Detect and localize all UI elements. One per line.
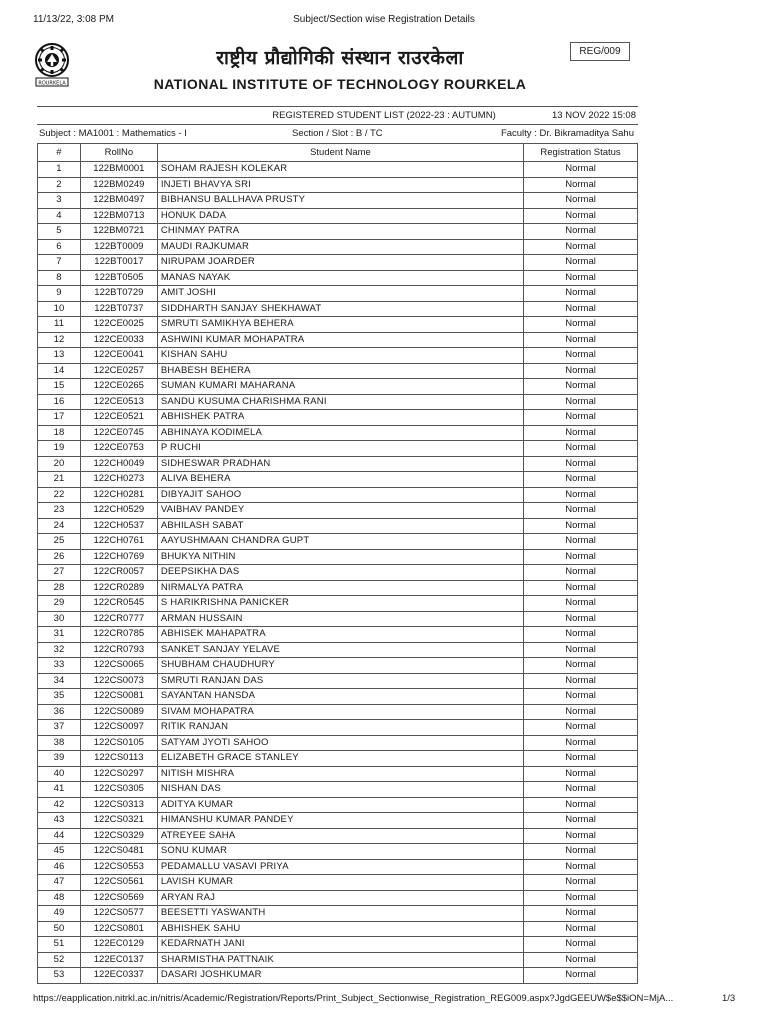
row-number: 12 xyxy=(38,332,81,348)
student-name: NISHAN DAS xyxy=(157,782,523,798)
registration-status: Normal xyxy=(524,193,638,209)
registration-status: Normal xyxy=(524,534,638,550)
table-row xyxy=(38,906,638,922)
registration-status: Normal xyxy=(524,859,638,875)
student-name: P RUCHI xyxy=(157,441,523,457)
student-name: SIVAM MOHAPATRA xyxy=(157,704,523,720)
row-number: 24 xyxy=(38,518,81,534)
registration-status: Normal xyxy=(524,239,638,255)
row-number: 4 xyxy=(38,208,81,224)
table-body xyxy=(38,162,638,984)
student-name: KISHAN SAHU xyxy=(157,348,523,364)
registration-status: Normal xyxy=(524,968,638,984)
table-row xyxy=(38,673,638,689)
roll-number: 122CE0753 xyxy=(80,441,157,457)
student-name: SANDU KUSUMA CHARISHMA RANI xyxy=(157,394,523,410)
roll-number: 122BM0249 xyxy=(80,177,157,193)
table-row xyxy=(38,580,638,596)
roll-number: 122CR0057 xyxy=(80,565,157,581)
row-number: 31 xyxy=(38,627,81,643)
registration-status: Normal xyxy=(524,224,638,240)
student-name: ARYAN RAJ xyxy=(157,890,523,906)
table-row xyxy=(38,286,638,302)
registration-status: Normal xyxy=(524,410,638,426)
row-number: 44 xyxy=(38,828,81,844)
table-row xyxy=(38,766,638,782)
roll-number: 122CS0313 xyxy=(80,797,157,813)
student-name: SAYANTAN HANSDA xyxy=(157,689,523,705)
roll-number: 122CS0553 xyxy=(80,859,157,875)
registration-status: Normal xyxy=(524,735,638,751)
student-name: HONUK DADA xyxy=(157,208,523,224)
registration-status: Normal xyxy=(524,611,638,627)
registration-status: Normal xyxy=(524,487,638,503)
roll-number: 122CS0097 xyxy=(80,720,157,736)
header-student-name: Student Name xyxy=(157,144,523,162)
institute-hindi-name: राष्ट्रीय प्रौद्योगिकी संस्थान राउरकेला xyxy=(216,47,464,69)
roll-number: 122CS0305 xyxy=(80,782,157,798)
table-row xyxy=(38,348,638,364)
table-row xyxy=(38,813,638,829)
roll-number: 122BT0505 xyxy=(80,270,157,286)
table-row xyxy=(38,270,638,286)
student-name: RITIK RANJAN xyxy=(157,720,523,736)
registration-status: Normal xyxy=(524,317,638,333)
student-name: AAYUSHMAAN CHANDRA GUPT xyxy=(157,534,523,550)
row-number: 38 xyxy=(38,735,81,751)
student-name: ABHINAYA KODIMELA xyxy=(157,425,523,441)
table-row xyxy=(38,596,638,612)
roll-number: 122CE0025 xyxy=(80,317,157,333)
table-row xyxy=(38,177,638,193)
registration-status: Normal xyxy=(524,394,638,410)
student-name: BHUKYA NITHIN xyxy=(157,549,523,565)
table-row xyxy=(38,952,638,968)
row-number: 41 xyxy=(38,782,81,798)
table-row xyxy=(38,689,638,705)
print-timestamp: 11/13/22, 3:08 PM xyxy=(33,14,114,25)
row-number: 29 xyxy=(38,596,81,612)
student-name: NIRUPAM JOARDER xyxy=(157,255,523,271)
institute-logo xyxy=(34,42,70,104)
table-header-row xyxy=(38,144,638,162)
student-name: SATYAM JYOTI SAHOO xyxy=(157,735,523,751)
row-number: 40 xyxy=(38,766,81,782)
row-number: 15 xyxy=(38,379,81,395)
student-name: DEEPSIKHA DAS xyxy=(157,565,523,581)
table-row xyxy=(38,518,638,534)
student-name: SIDHESWAR PRADHAN xyxy=(157,456,523,472)
page-url: https://eapplication.nitrkl.ac.in/nitris/Academic/Registration/Reports/Print_Subject_Sectionwise_Registration_REG009.aspx?JgdGEEUW$e$$iON=MjA... xyxy=(33,993,674,1004)
institute-english-name: NATIONAL INSTITUTE OF TECHNOLOGY ROURKELA xyxy=(153,76,527,92)
table-row xyxy=(38,828,638,844)
roll-number: 122CS0081 xyxy=(80,689,157,705)
generated-date: 13 NOV 2022 15:08 xyxy=(552,110,636,121)
row-number: 28 xyxy=(38,580,81,596)
header-registration-status: Registration Status xyxy=(524,144,638,162)
roll-number: 122CH0761 xyxy=(80,534,157,550)
student-name: MAUDI RAJKUMAR xyxy=(157,239,523,255)
row-number: 36 xyxy=(38,704,81,720)
registration-status: Normal xyxy=(524,720,638,736)
table-row xyxy=(38,255,638,271)
row-number: 25 xyxy=(38,534,81,550)
table-row xyxy=(38,875,638,891)
registration-status: Normal xyxy=(524,673,638,689)
row-number: 42 xyxy=(38,797,81,813)
table-row xyxy=(38,394,638,410)
student-name: SUMAN KUMARI MAHARANA xyxy=(157,379,523,395)
print-header xyxy=(0,14,768,30)
registration-status: Normal xyxy=(524,642,638,658)
roll-number: 122CS0089 xyxy=(80,704,157,720)
section-info: Section / Slot : B / TC xyxy=(292,128,383,139)
registration-status: Normal xyxy=(524,363,638,379)
student-name: SMRUTI RANJAN DAS xyxy=(157,673,523,689)
report-code-badge: REG/009 xyxy=(570,42,630,61)
table-row xyxy=(38,720,638,736)
registration-status: Normal xyxy=(524,813,638,829)
registration-status: Normal xyxy=(524,301,638,317)
student-name: BEESETTI YASWANTH xyxy=(157,906,523,922)
row-number: 11 xyxy=(38,317,81,333)
table-row xyxy=(38,472,638,488)
registration-status: Normal xyxy=(524,689,638,705)
table-row xyxy=(38,782,638,798)
table-row xyxy=(38,627,638,643)
row-number: 26 xyxy=(38,549,81,565)
roll-number: 122CR0289 xyxy=(80,580,157,596)
row-number: 8 xyxy=(38,270,81,286)
row-number: 47 xyxy=(38,875,81,891)
row-number: 10 xyxy=(38,301,81,317)
roll-number: 122CH0529 xyxy=(80,503,157,519)
student-name: KEDARNATH JANI xyxy=(157,937,523,953)
registration-status: Normal xyxy=(524,906,638,922)
row-number: 6 xyxy=(38,239,81,255)
row-number: 17 xyxy=(38,410,81,426)
roll-number: 122CS0801 xyxy=(80,921,157,937)
roll-number: 122BT0737 xyxy=(80,301,157,317)
student-name: SANKET SANJAY YELAVE xyxy=(157,642,523,658)
roll-number: 122CH0769 xyxy=(80,549,157,565)
roll-number: 122CR0545 xyxy=(80,596,157,612)
row-number: 50 xyxy=(38,921,81,937)
roll-number: 122CR0785 xyxy=(80,627,157,643)
table-row xyxy=(38,363,638,379)
roll-number: 122EC0137 xyxy=(80,952,157,968)
roll-number: 122CS0073 xyxy=(80,673,157,689)
registration-status: Normal xyxy=(524,580,638,596)
roll-number: 122BM0721 xyxy=(80,224,157,240)
roll-number: 122CS0329 xyxy=(80,828,157,844)
roll-number: 122EC0337 xyxy=(80,968,157,984)
student-name: DIBYAJIT SAHOO xyxy=(157,487,523,503)
svg-text:ROURKELA: ROURKELA xyxy=(38,80,66,87)
roll-number: 122BM0497 xyxy=(80,193,157,209)
registration-status: Normal xyxy=(524,286,638,302)
roll-number: 122CR0793 xyxy=(80,642,157,658)
table-row xyxy=(38,921,638,937)
table-row xyxy=(38,208,638,224)
student-name: CHINMAY PATRA xyxy=(157,224,523,240)
row-number: 46 xyxy=(38,859,81,875)
roll-number: 122CS0297 xyxy=(80,766,157,782)
table-row xyxy=(38,410,638,426)
row-number: 18 xyxy=(38,425,81,441)
roll-number: 122CH0281 xyxy=(80,487,157,503)
row-number: 35 xyxy=(38,689,81,705)
student-name: SHUBHAM CHAUDHURY xyxy=(157,658,523,674)
roll-number: 122CS0561 xyxy=(80,875,157,891)
table-row xyxy=(38,859,638,875)
row-number: 45 xyxy=(38,844,81,860)
table-row xyxy=(38,162,638,178)
row-number: 53 xyxy=(38,968,81,984)
table-row xyxy=(38,844,638,860)
roll-number: 122CS0569 xyxy=(80,890,157,906)
table-row xyxy=(38,751,638,767)
student-name: BHABESH BEHERA xyxy=(157,363,523,379)
table-row xyxy=(38,642,638,658)
roll-number: 122BM0713 xyxy=(80,208,157,224)
student-name: SMRUTI SAMIKHYA BEHERA xyxy=(157,317,523,333)
row-number: 21 xyxy=(38,472,81,488)
table-row xyxy=(38,704,638,720)
table-row xyxy=(38,224,638,240)
registration-status: Normal xyxy=(524,844,638,860)
registration-status: Normal xyxy=(524,658,638,674)
roll-number: 122CS0105 xyxy=(80,735,157,751)
roll-number: 122CS0065 xyxy=(80,658,157,674)
header-number: # xyxy=(38,144,81,162)
student-name: HIMANSHU KUMAR PANDEY xyxy=(157,813,523,829)
row-number: 7 xyxy=(38,255,81,271)
registration-status: Normal xyxy=(524,766,638,782)
row-number: 23 xyxy=(38,503,81,519)
registration-status: Normal xyxy=(524,828,638,844)
student-table xyxy=(37,143,638,984)
header-divider xyxy=(37,106,638,107)
student-name: ABHILASH SABAT xyxy=(157,518,523,534)
table-row xyxy=(38,425,638,441)
row-number: 13 xyxy=(38,348,81,364)
registration-status: Normal xyxy=(524,425,638,441)
registration-status: Normal xyxy=(524,255,638,271)
row-number: 52 xyxy=(38,952,81,968)
registration-status: Normal xyxy=(524,270,638,286)
roll-number: 122BT0017 xyxy=(80,255,157,271)
student-name: ATREYEE SAHA xyxy=(157,828,523,844)
student-name: ALIVA BEHERA xyxy=(157,472,523,488)
table-row xyxy=(38,611,638,627)
registration-status: Normal xyxy=(524,782,638,798)
registration-status: Normal xyxy=(524,332,638,348)
table-row xyxy=(38,193,638,209)
row-number: 27 xyxy=(38,565,81,581)
registration-status: Normal xyxy=(524,937,638,953)
roll-number: 122CE0513 xyxy=(80,394,157,410)
student-name: SONU KUMAR xyxy=(157,844,523,860)
roll-number: 122CS0321 xyxy=(80,813,157,829)
roll-number: 122CS0481 xyxy=(80,844,157,860)
row-number: 37 xyxy=(38,720,81,736)
student-name: ABHISHEK SAHU xyxy=(157,921,523,937)
roll-number: 122CE0033 xyxy=(80,332,157,348)
header-rollno: RollNo xyxy=(80,144,157,162)
row-number: 20 xyxy=(38,456,81,472)
row-number: 30 xyxy=(38,611,81,627)
registration-status: Normal xyxy=(524,704,638,720)
row-number: 51 xyxy=(38,937,81,953)
table-row xyxy=(38,317,638,333)
student-name: AMIT JOSHI xyxy=(157,286,523,302)
faculty-info: Faculty : Dr. Bikramaditya Sahu xyxy=(500,128,634,139)
registration-status: Normal xyxy=(524,177,638,193)
student-name: INJETI BHAVYA SRI xyxy=(157,177,523,193)
registration-status: Normal xyxy=(524,797,638,813)
table-row xyxy=(38,301,638,317)
row-number: 33 xyxy=(38,658,81,674)
table-row xyxy=(38,968,638,984)
table-row xyxy=(38,487,638,503)
table-row xyxy=(38,937,638,953)
roll-number: 122CE0745 xyxy=(80,425,157,441)
roll-number: 122CS0577 xyxy=(80,906,157,922)
table-row xyxy=(38,332,638,348)
roll-number: 122CH0537 xyxy=(80,518,157,534)
row-number: 16 xyxy=(38,394,81,410)
registration-status: Normal xyxy=(524,596,638,612)
student-name: BIBHANSU BALLHAVA PRUSTY xyxy=(157,193,523,209)
student-name: ARMAN HUSSAIN xyxy=(157,611,523,627)
roll-number: 122CE0521 xyxy=(80,410,157,426)
row-number: 48 xyxy=(38,890,81,906)
roll-number: 122CR0777 xyxy=(80,611,157,627)
row-number: 5 xyxy=(38,224,81,240)
registration-status: Normal xyxy=(524,441,638,457)
roll-number: 122BT0009 xyxy=(80,239,157,255)
table-row xyxy=(38,379,638,395)
registration-status: Normal xyxy=(524,162,638,178)
registration-status: Normal xyxy=(524,952,638,968)
page-number: 1/3 xyxy=(722,993,736,1004)
row-number: 43 xyxy=(38,813,81,829)
student-name: ABHISEK MAHAPATRA xyxy=(157,627,523,643)
roll-number: 122EC0129 xyxy=(80,937,157,953)
student-name: ABHISHEK PATRA xyxy=(157,410,523,426)
table-row xyxy=(38,239,638,255)
table-row xyxy=(38,658,638,674)
registration-status: Normal xyxy=(524,890,638,906)
student-name: PEDAMALLU VASAVI PRIYA xyxy=(157,859,523,875)
row-number: 39 xyxy=(38,751,81,767)
table-row xyxy=(38,890,638,906)
registration-status: Normal xyxy=(524,518,638,534)
subject-info: Subject : MA1001 : Mathematics - I xyxy=(39,128,187,139)
registration-status: Normal xyxy=(524,875,638,891)
row-number: 1 xyxy=(38,162,81,178)
student-name: NITISH MISHRA xyxy=(157,766,523,782)
roll-number: 122CH0049 xyxy=(80,456,157,472)
table-row xyxy=(38,565,638,581)
row-number: 34 xyxy=(38,673,81,689)
row-number: 3 xyxy=(38,193,81,209)
table-row xyxy=(38,456,638,472)
roll-number: 122BT0729 xyxy=(80,286,157,302)
student-name: SHARMISTHA PATTNAIK xyxy=(157,952,523,968)
registration-status: Normal xyxy=(524,627,638,643)
table-row xyxy=(38,534,638,550)
table-row xyxy=(38,441,638,457)
row-number: 2 xyxy=(38,177,81,193)
student-name: NIRMALYA PATRA xyxy=(157,580,523,596)
row-number: 49 xyxy=(38,906,81,922)
table-row xyxy=(38,735,638,751)
row-number: 14 xyxy=(38,363,81,379)
registration-status: Normal xyxy=(524,565,638,581)
row-number: 32 xyxy=(38,642,81,658)
roll-number: 122CE0257 xyxy=(80,363,157,379)
roll-number: 122BM0001 xyxy=(80,162,157,178)
roll-number: 122CH0273 xyxy=(80,472,157,488)
student-name: SOHAM RAJESH KOLEKAR xyxy=(157,162,523,178)
row-number: 9 xyxy=(38,286,81,302)
row-number: 22 xyxy=(38,487,81,503)
registration-status: Normal xyxy=(524,503,638,519)
student-name: SIDDHARTH SANJAY SHEKHAWAT xyxy=(157,301,523,317)
roll-number: 122CS0113 xyxy=(80,751,157,767)
student-name: S HARIKRISHNA PANICKER xyxy=(157,596,523,612)
list-title: REGISTERED STUDENT LIST (2022-23 : AUTUMN) xyxy=(272,110,496,121)
registration-status: Normal xyxy=(524,208,638,224)
registration-status: Normal xyxy=(524,456,638,472)
student-name: ASHWINI KUMAR MOHAPATRA xyxy=(157,332,523,348)
table-row xyxy=(38,549,638,565)
student-name: LAVISH KUMAR xyxy=(157,875,523,891)
student-name: ELIZABETH GRACE STANLEY xyxy=(157,751,523,767)
table-row xyxy=(38,797,638,813)
student-name: MANAS NAYAK xyxy=(157,270,523,286)
roll-number: 122CE0041 xyxy=(80,348,157,364)
table-row xyxy=(38,503,638,519)
registration-status: Normal xyxy=(524,348,638,364)
student-name: ADITYA KUMAR xyxy=(157,797,523,813)
student-name: VAIBHAV PANDEY xyxy=(157,503,523,519)
registration-status: Normal xyxy=(524,549,638,565)
row-number: 19 xyxy=(38,441,81,457)
roll-number: 122CE0265 xyxy=(80,379,157,395)
title-divider xyxy=(37,124,638,125)
print-document-title: Subject/Section wise Registration Details xyxy=(293,14,475,25)
registration-status: Normal xyxy=(524,751,638,767)
registration-status: Normal xyxy=(524,379,638,395)
registration-status: Normal xyxy=(524,921,638,937)
registration-status: Normal xyxy=(524,472,638,488)
student-name: DASARI JOSHKUMAR xyxy=(157,968,523,984)
